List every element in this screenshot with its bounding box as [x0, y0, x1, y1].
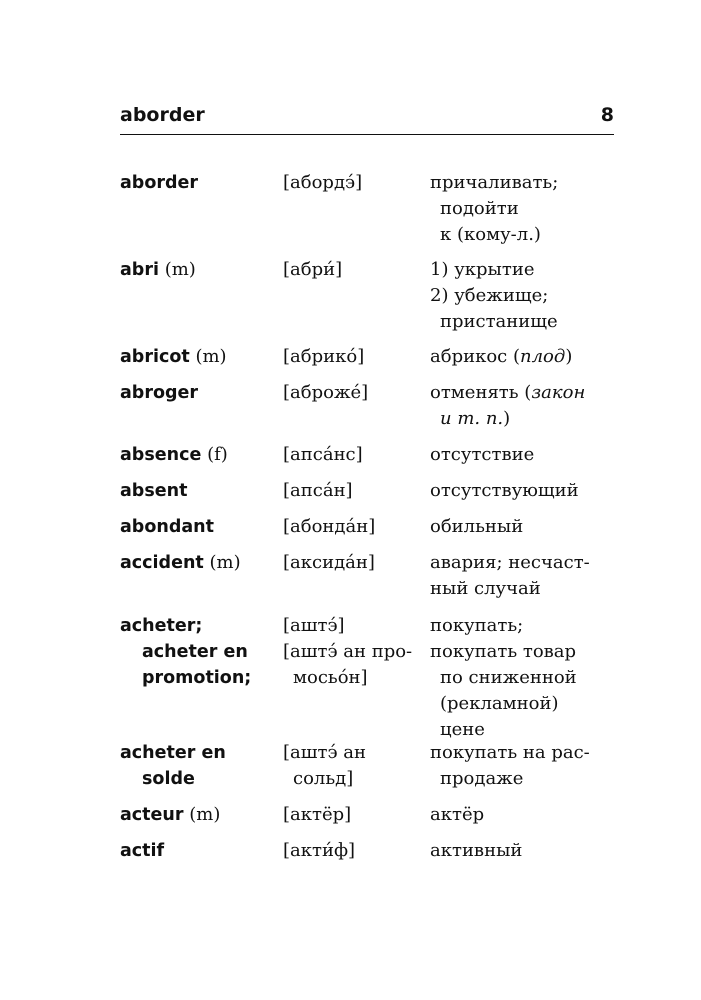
- entry-transcription: [абрико́]: [283, 346, 365, 367]
- entry-word: abri: [120, 260, 159, 280]
- entry-word: abricot: [120, 347, 190, 367]
- entry-gender: (m): [189, 804, 221, 825]
- entry-transcription: [актёр]: [283, 804, 352, 825]
- entry-word: abroger: [120, 383, 199, 403]
- entry-translation: отсутствующий: [430, 480, 579, 501]
- entry-gender: (f): [207, 444, 228, 465]
- entry-transcription: [аштэ́ ан сольд]: [283, 742, 366, 789]
- entry-word: accident: [120, 553, 204, 573]
- entry-word: acheter en solde: [120, 743, 226, 789]
- entry-translation: покупать на рас- продаже: [430, 742, 590, 789]
- entry-word: acheter; acheter en promotion;: [120, 616, 252, 688]
- entry-transcription: [абордэ́]: [283, 172, 363, 193]
- entry-word: abondant: [120, 517, 214, 537]
- entry-transcription: [аштэ́] [аштэ́ ан про- мосьо́н]: [283, 615, 413, 688]
- entry-word: acteur: [120, 805, 184, 825]
- entry-translation: активный: [430, 840, 523, 861]
- entry-gender: (m): [209, 552, 241, 573]
- entry-gender: (m): [195, 346, 227, 367]
- entry-translation: актёр: [430, 804, 485, 825]
- entry-translation: 1) укрытие 2) убежище; пристанище: [430, 259, 558, 332]
- entry-translation: абрикос (плод): [430, 346, 573, 367]
- entry-word: aborder: [120, 173, 199, 193]
- page-header: [120, 104, 614, 135]
- entry-translation: причаливать; подойти к (кому-л.): [430, 172, 559, 245]
- entry-translation: отсутствие: [430, 444, 535, 465]
- entry-gender: (m): [164, 259, 196, 280]
- entry-transcription: [аброже́]: [283, 382, 369, 403]
- entry-transcription: [апса́нс]: [283, 444, 363, 465]
- entry-transcription: [аксида́н]: [283, 552, 375, 573]
- page-number: 8: [600, 104, 614, 126]
- entry-transcription: [абри́]: [283, 259, 343, 280]
- entry-word: absence: [120, 445, 202, 465]
- entry-transcription: [абонда́н]: [283, 516, 376, 537]
- entry-translation: отменять (закон и т. п.): [430, 382, 586, 429]
- running-headword: aborder: [120, 104, 205, 126]
- entry-transcription: [акти́ф]: [283, 840, 356, 861]
- entry-translation: авария; несчаст- ный случай: [430, 552, 590, 599]
- entry-word: absent: [120, 481, 188, 501]
- entry-translation: покупать; покупать товар по сниженной (рекламной) цене: [430, 615, 577, 740]
- entry-transcription: [апса́н]: [283, 480, 353, 501]
- entry-translation: обильный: [430, 516, 524, 537]
- entry-word: actif: [120, 841, 165, 861]
